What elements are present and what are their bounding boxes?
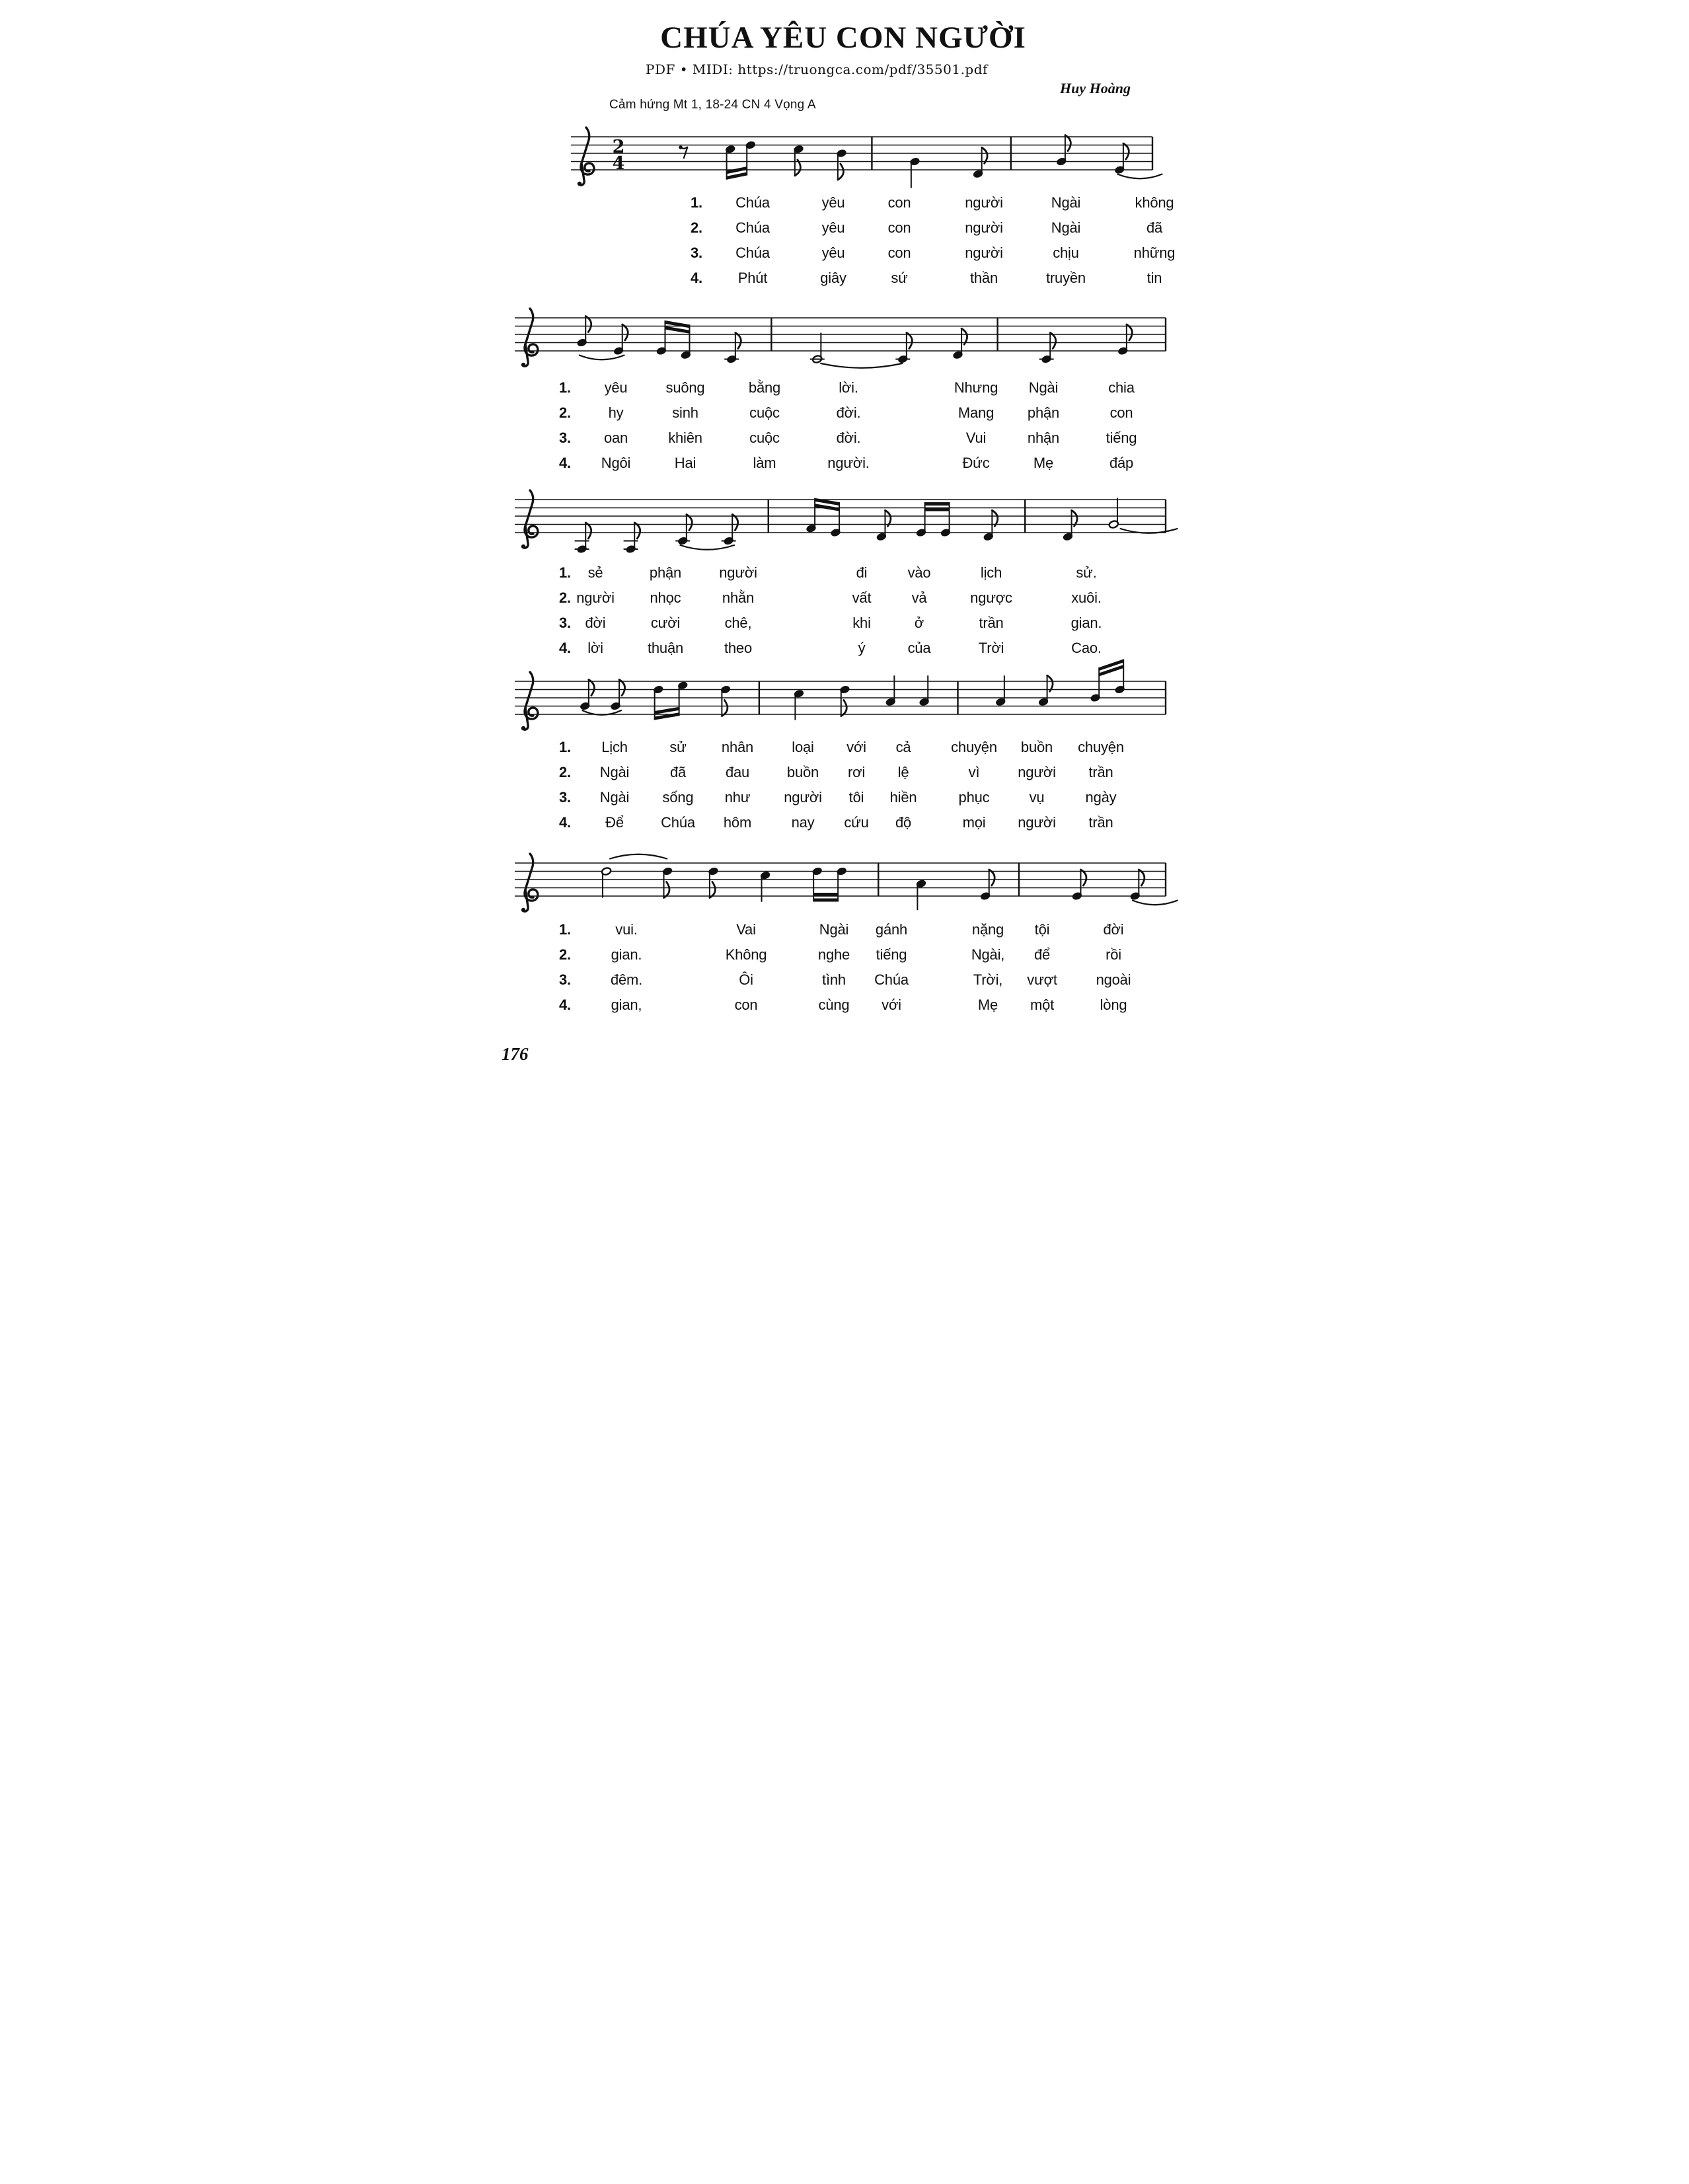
lyric-word: người. bbox=[827, 455, 870, 471]
lyric-word: cười bbox=[650, 615, 681, 631]
lyric-word: Đức bbox=[962, 455, 990, 471]
lyric-word: đã bbox=[1146, 219, 1163, 236]
lyric-word: con bbox=[887, 194, 911, 211]
music-note bbox=[1038, 675, 1053, 706]
verse-block-5 bbox=[422, 923, 1267, 1028]
lyric-word: hy bbox=[608, 404, 624, 421]
verse-number: 2. bbox=[559, 946, 571, 963]
lyric-word: sống bbox=[662, 789, 694, 806]
lyric-word: cuộc bbox=[749, 430, 780, 446]
lyric-word: nay bbox=[791, 814, 815, 831]
lyric-word: người bbox=[1018, 764, 1056, 780]
lyric-word: nhân bbox=[721, 739, 754, 755]
lyric-word: vả bbox=[911, 589, 927, 606]
lyric-word: đời bbox=[585, 615, 606, 631]
lyric-word: phận bbox=[649, 564, 682, 581]
lyric-word: Mang bbox=[957, 404, 995, 421]
lyric-word: gánh bbox=[875, 921, 908, 938]
verse-number: 2. bbox=[559, 404, 571, 421]
lyric-word: khi bbox=[852, 615, 871, 631]
verse-number: 4. bbox=[559, 455, 571, 471]
lyric-word: người bbox=[576, 589, 615, 606]
lyric-word: người bbox=[719, 564, 757, 581]
lyric-word: truyền bbox=[1046, 270, 1086, 286]
lyric-word: làm bbox=[753, 455, 776, 471]
lyric-word: xuôi. bbox=[1071, 589, 1102, 606]
lyric-word: vất bbox=[852, 589, 872, 606]
verse-number: 1. bbox=[559, 379, 571, 396]
lyric-word: Trời bbox=[978, 640, 1004, 656]
verse-number: 1. bbox=[559, 739, 571, 755]
lyric-word: chuyện bbox=[951, 739, 997, 755]
lyric-word: nhằn bbox=[722, 589, 755, 606]
verse-block-1 bbox=[422, 196, 1267, 301]
lyric-word: đời. bbox=[836, 404, 861, 421]
lyric-word: để bbox=[1033, 946, 1051, 963]
lyric-word: nhận bbox=[1027, 430, 1060, 446]
lyric-word: Chúa bbox=[874, 971, 909, 988]
lyric-word: con bbox=[887, 219, 911, 236]
lyric-word: suông bbox=[665, 379, 705, 396]
lyric-word: Phút bbox=[737, 270, 768, 286]
lyric-word: Để bbox=[605, 814, 624, 831]
music-note bbox=[806, 498, 841, 537]
composer-name: Huy Hoàng bbox=[1060, 80, 1131, 96]
lyric-word: Chúa bbox=[661, 814, 695, 831]
lyric-word: Vui bbox=[965, 430, 987, 446]
lyric-word: một bbox=[1030, 997, 1055, 1013]
lyric-word: Ngài bbox=[1028, 379, 1059, 396]
lyric-word: Lịch bbox=[601, 739, 628, 755]
lyric-word: lòng bbox=[1100, 997, 1127, 1013]
lyric-word: người bbox=[1018, 814, 1056, 831]
lyric-word: ngược bbox=[970, 589, 1012, 606]
lyric-word: Ngài bbox=[599, 789, 630, 806]
lyric-word: yêu bbox=[821, 219, 845, 236]
lyric-word: Ngài bbox=[819, 921, 849, 938]
lyric-word: Trời, bbox=[973, 971, 1003, 988]
music-note bbox=[953, 328, 967, 359]
lyric-word: theo bbox=[724, 640, 753, 656]
lyric-word: thần bbox=[969, 270, 998, 286]
lyric-word: Ôi bbox=[739, 971, 753, 988]
verse-number: 1. bbox=[559, 921, 571, 938]
lyric-word: yêu bbox=[821, 245, 845, 261]
lyric-word: với bbox=[846, 739, 866, 755]
lyric-word: yêu bbox=[821, 194, 845, 211]
verse-number: 2. bbox=[691, 219, 702, 236]
verse-number: 1. bbox=[559, 564, 571, 581]
lyric-word: cùng bbox=[818, 997, 850, 1013]
lyric-word: Ngài bbox=[1051, 194, 1081, 211]
lyric-word: sứ bbox=[891, 270, 908, 286]
tie-slur bbox=[1132, 900, 1178, 905]
lyric-word: yêu bbox=[604, 379, 628, 396]
lyric-word: phận bbox=[1027, 404, 1060, 421]
lyric-word: tôi bbox=[848, 789, 864, 806]
music-note bbox=[983, 510, 998, 541]
lyric-word: Mẹ bbox=[1033, 455, 1054, 471]
lyric-word: trần bbox=[979, 615, 1004, 631]
lyric-word: ngoài bbox=[1096, 971, 1131, 988]
lyric-word: vui. bbox=[615, 921, 638, 938]
verse-number: 2. bbox=[559, 589, 571, 606]
time-signature: 2 bbox=[612, 137, 625, 157]
lyric-word: Nhưng bbox=[954, 379, 998, 396]
lyric-word: mọi bbox=[962, 814, 986, 831]
lyric-word: ở bbox=[914, 615, 924, 631]
lyric-word: người bbox=[784, 789, 822, 806]
sheet-music-page bbox=[422, 0, 1267, 1092]
lyric-word: Hai bbox=[674, 455, 696, 471]
lyric-word: nặng bbox=[971, 921, 1004, 938]
lyric-word: lệ bbox=[897, 764, 909, 780]
inspiration-caption: Cảm hứng Mt 1, 18-24 CN 4 Vọng A bbox=[609, 98, 816, 112]
lyric-word: tội bbox=[1034, 921, 1050, 938]
lyric-word: nghe bbox=[817, 946, 850, 963]
lyric-word: ý bbox=[858, 640, 866, 656]
lyric-word: rồi bbox=[1106, 946, 1121, 963]
tie-slur bbox=[579, 355, 624, 359]
lyric-word: hiền bbox=[889, 789, 917, 806]
tie-slur bbox=[820, 363, 903, 368]
lyric-word: chê, bbox=[724, 615, 752, 631]
lyric-word: đời. bbox=[836, 430, 861, 446]
lyric-word: tiếng bbox=[876, 946, 907, 963]
lyric-word: tiếng bbox=[1106, 430, 1137, 446]
lyric-word: sẻ bbox=[587, 564, 603, 581]
verse-number: 3. bbox=[559, 789, 571, 806]
lyric-word: Chúa bbox=[735, 245, 770, 261]
lyric-word: con bbox=[1109, 404, 1133, 421]
lyric-word: Cao. bbox=[1071, 640, 1102, 656]
tie-slur bbox=[1117, 174, 1162, 178]
lyric-word: người bbox=[965, 194, 1003, 211]
lyric-word: con bbox=[887, 245, 911, 261]
lyric-word: của bbox=[907, 640, 931, 656]
lyric-word: gian, bbox=[611, 997, 642, 1013]
lyric-word: những bbox=[1133, 245, 1176, 261]
lyric-word: sinh bbox=[672, 404, 698, 421]
lyric-word: lịch bbox=[980, 564, 1002, 581]
lyric-word: gian. bbox=[1070, 615, 1102, 631]
lyric-word: nhọc bbox=[650, 589, 681, 606]
lyric-word: cuộc bbox=[749, 404, 780, 421]
verse-number: 1. bbox=[691, 194, 702, 211]
lyric-word: vì bbox=[968, 764, 980, 780]
tie-slur bbox=[680, 545, 735, 550]
lyric-word: sử bbox=[669, 739, 687, 755]
lyric-word: loại bbox=[792, 739, 814, 755]
lyric-word: đêm. bbox=[610, 971, 643, 988]
music-note bbox=[725, 141, 756, 180]
lyric-word: Ngài bbox=[1051, 219, 1081, 236]
lyric-word: đi bbox=[856, 564, 868, 581]
lyric-word: con bbox=[734, 997, 758, 1013]
pdf-midi-link-text: PDF • MIDI: https://truongca.com/pdf/35501.pdf bbox=[646, 61, 988, 77]
lyric-word: Ngài, bbox=[971, 946, 1005, 963]
lyric-word: trần bbox=[1088, 764, 1113, 780]
lyric-word: người bbox=[965, 245, 1003, 261]
lyric-word: đã bbox=[669, 764, 687, 780]
lyric-word: vượt bbox=[1027, 971, 1057, 988]
lyric-word: phục bbox=[958, 789, 990, 806]
lyric-word: bằng bbox=[748, 379, 781, 396]
lyric-word: chịu bbox=[1053, 245, 1079, 261]
lyric-word: với bbox=[882, 997, 901, 1013]
lyric-word: buồn bbox=[1020, 739, 1053, 755]
lyric-word: Vai bbox=[736, 921, 756, 938]
lyric-word: cứu bbox=[844, 814, 869, 831]
lyric-word: không bbox=[1135, 194, 1174, 211]
lyric-word: tin bbox=[1146, 270, 1162, 286]
lyric-word: hôm bbox=[723, 814, 752, 831]
lyric-word: Ngôi bbox=[601, 455, 631, 471]
music-note bbox=[876, 510, 891, 541]
lyric-word: như bbox=[724, 789, 751, 806]
lyric-word: Ngài bbox=[599, 764, 630, 780]
verse-block-4 bbox=[422, 740, 1267, 846]
song-title: CHÚA YÊU CON NGƯỜI bbox=[660, 20, 1026, 55]
verse-block-2 bbox=[422, 381, 1267, 486]
verse-block-3 bbox=[422, 566, 1267, 671]
lyric-word: trần bbox=[1088, 814, 1113, 831]
lyric-word: chuyện bbox=[1078, 739, 1124, 755]
lyric-word: lời. bbox=[839, 379, 858, 396]
verse-number: 3. bbox=[559, 615, 571, 631]
lyric-word: oan bbox=[603, 430, 628, 446]
lyric-word: Chúa bbox=[735, 219, 770, 236]
verse-number: 4. bbox=[559, 814, 571, 831]
music-note bbox=[1063, 510, 1077, 541]
lyric-word: giây bbox=[820, 270, 846, 286]
verse-number: 4. bbox=[559, 997, 571, 1013]
lyric-word: buồn bbox=[786, 764, 819, 780]
eighth-rest bbox=[679, 145, 687, 159]
verse-number: 2. bbox=[559, 764, 571, 780]
lyric-word: lời bbox=[587, 640, 603, 656]
lyric-word: đời bbox=[1103, 921, 1124, 938]
lyric-word: Không bbox=[725, 946, 767, 963]
page-number: 176 bbox=[502, 1044, 529, 1064]
verse-number: 3. bbox=[559, 430, 571, 446]
lyric-word: độ bbox=[895, 814, 912, 831]
lyric-word: đau bbox=[725, 764, 750, 780]
verse-number: 4. bbox=[559, 640, 571, 656]
lyric-word: thuận bbox=[647, 640, 684, 656]
lyric-word: rơi bbox=[847, 764, 866, 780]
time-signature: 4 bbox=[612, 153, 625, 174]
music-note bbox=[973, 147, 987, 178]
lyric-word: ngày bbox=[1085, 789, 1117, 806]
lyric-word: vào bbox=[907, 564, 931, 581]
verse-number: 4. bbox=[691, 270, 702, 286]
verse-number: 3. bbox=[559, 971, 571, 988]
lyric-word: cả bbox=[895, 739, 911, 755]
lyric-word: khiên bbox=[668, 430, 702, 446]
lyric-word: gian. bbox=[611, 946, 642, 963]
lyric-word: Chúa bbox=[735, 194, 770, 211]
lyric-word: sử. bbox=[1076, 564, 1097, 581]
verse-number: 3. bbox=[691, 245, 702, 261]
lyric-word: vụ bbox=[1029, 789, 1045, 806]
lyric-word: đáp bbox=[1109, 455, 1134, 471]
lyric-word: tình bbox=[822, 971, 846, 988]
tie-slur bbox=[609, 854, 667, 859]
lyric-word: người bbox=[965, 219, 1003, 236]
lyric-word: chia bbox=[1108, 379, 1135, 396]
lyric-word: Mẹ bbox=[977, 997, 998, 1013]
